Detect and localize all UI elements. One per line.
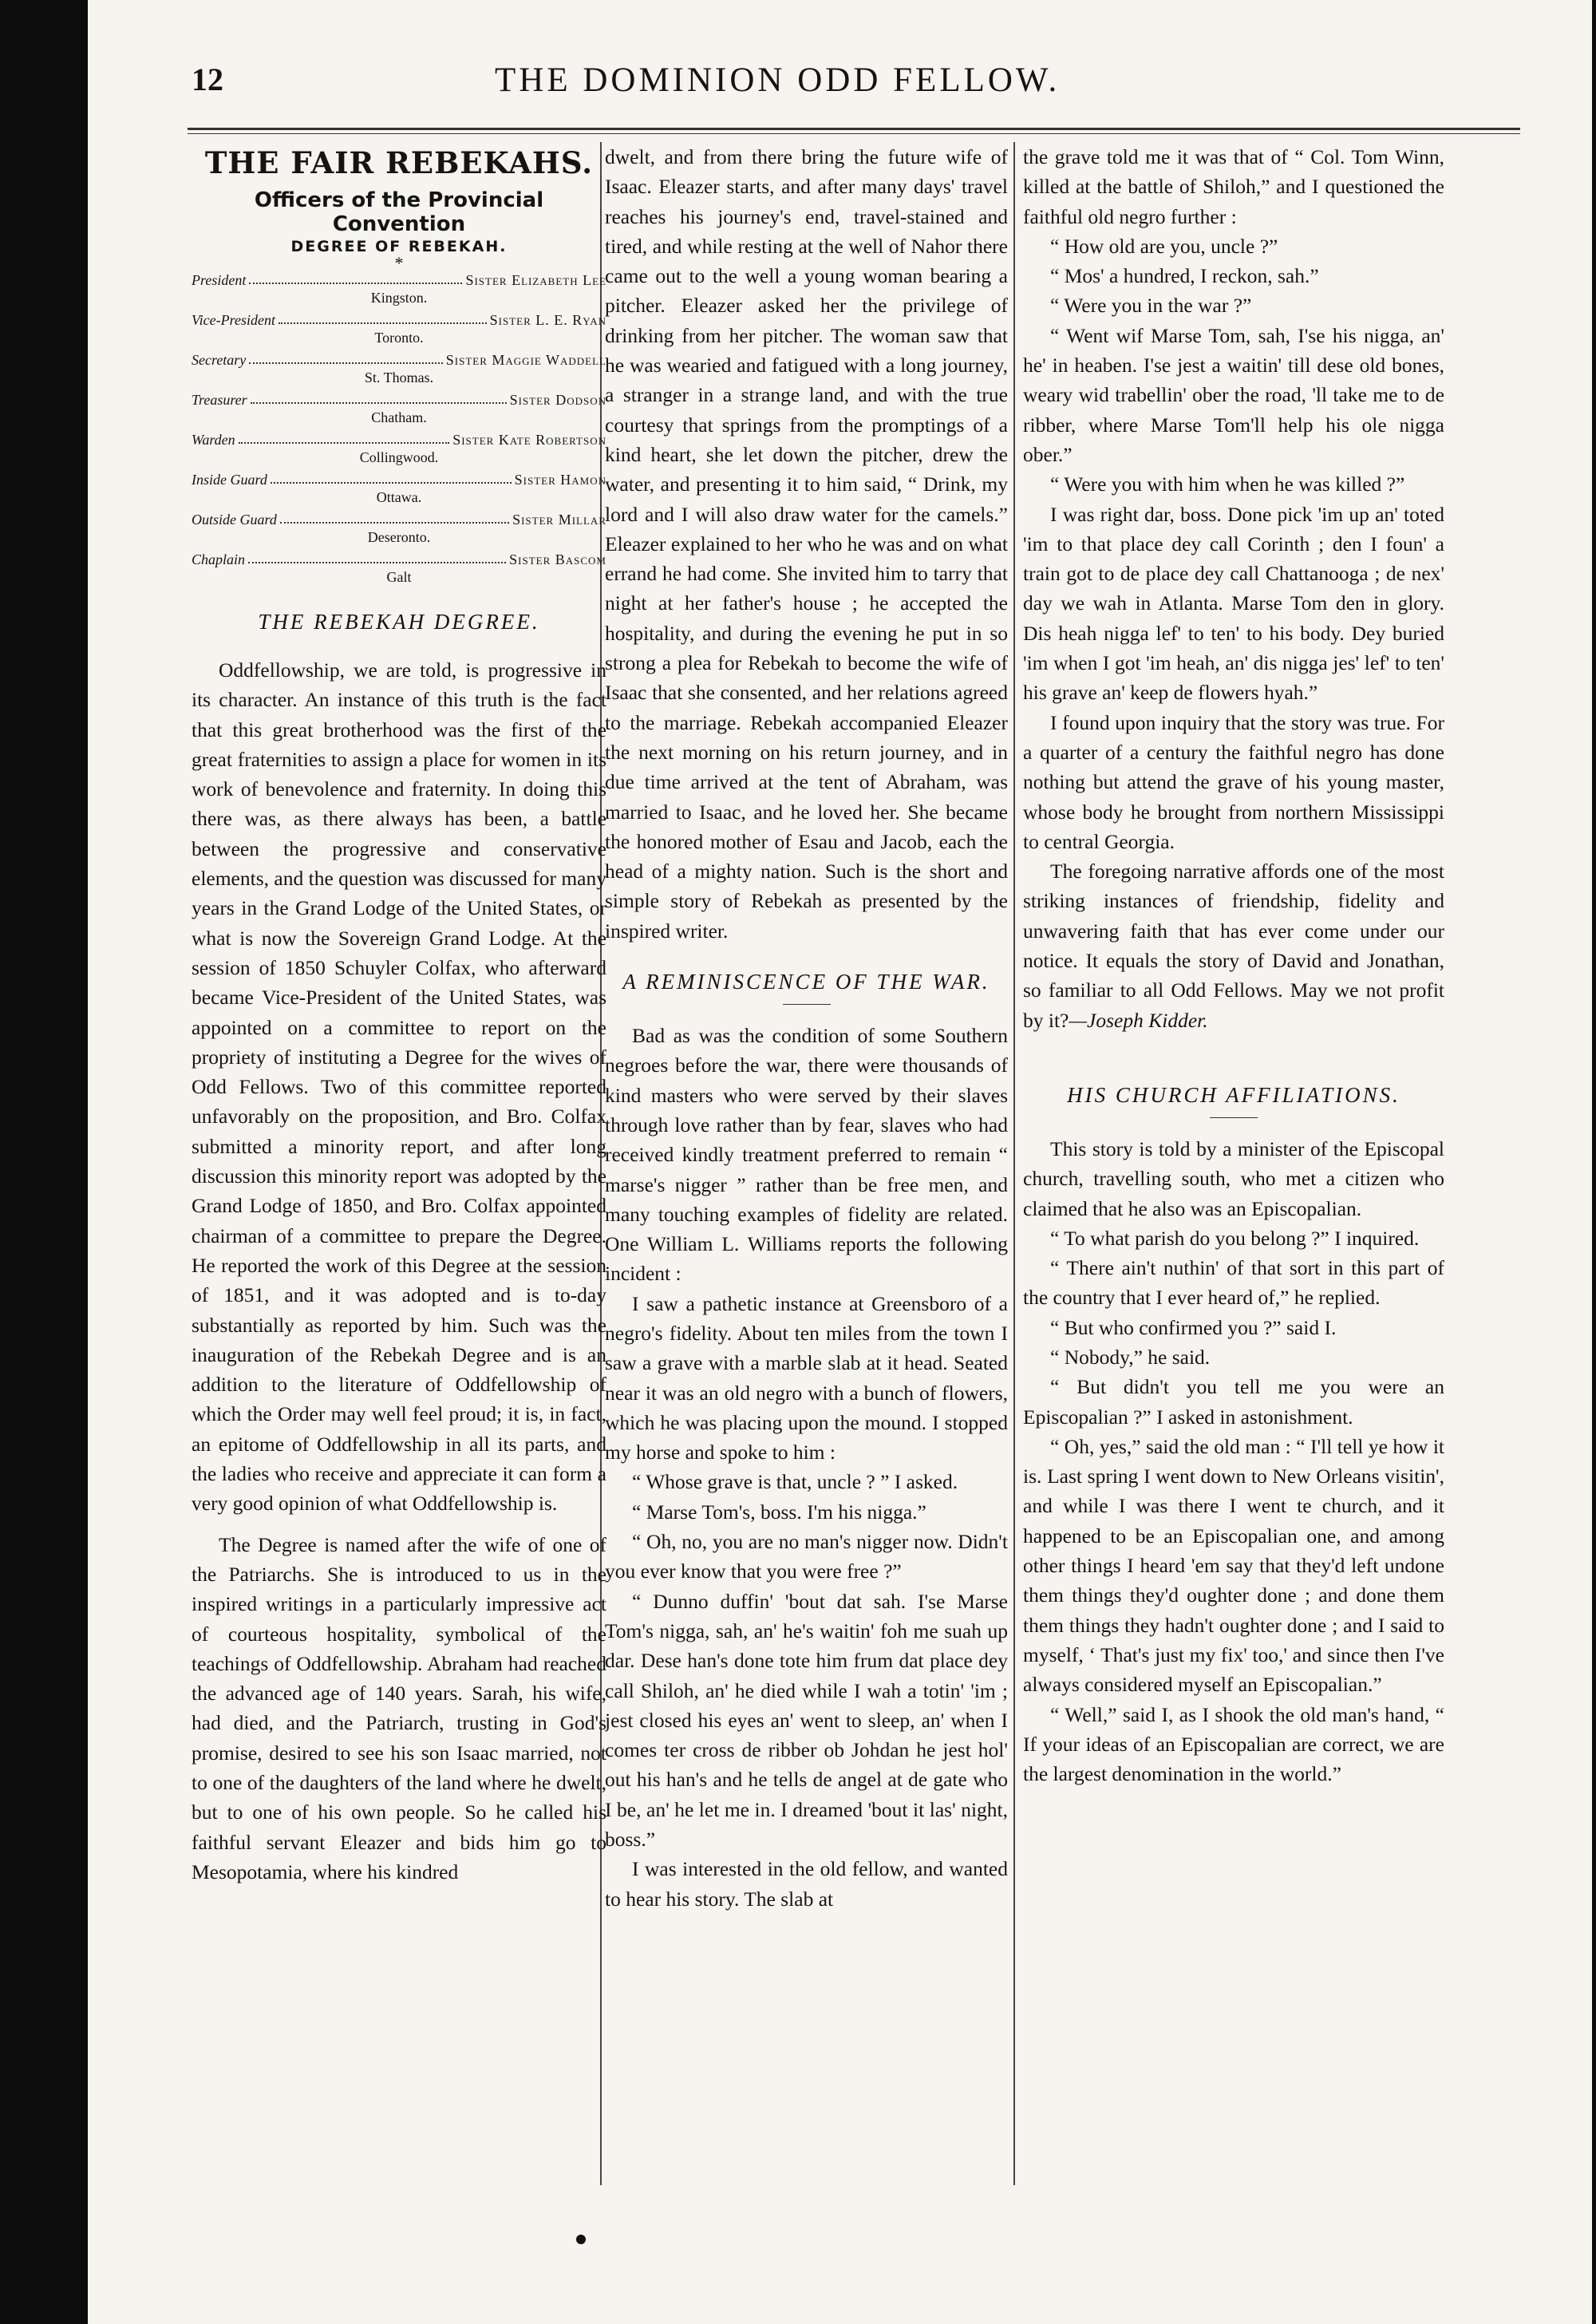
page-number: 12	[192, 61, 223, 97]
column-2	[605, 142, 1008, 2193]
newspaper-page	[88, 0, 1592, 2324]
closing-text: The foregoing narrative affords one of the most striking instances of friendship, fidelity and unwavering faith that has ever come under our notice. It equals the story of David and Jonathan, so familiar to all Odd Fellows. May we not profit by it?	[1023, 860, 1444, 1032]
header-rule-thin	[188, 133, 1520, 134]
article-paragraph: Oddfellowship, we are told, is progressive in its character. An instance of this truth is the fact that this great brotherhood was the first of the great fraternities to assign a place for women in its work of benevolence and fraternity. In doing this there was, as there always has been, a battle between the progressive and conservative elements, and the question was discussed for many years in the Grand Lodge of the United States, or what is now the Sovereign Grand Lodge. At the session of 1850 Schuyler Colfax, who afterward became Vice-President of the United States, was appointed on a committee to report on the propriety of instituting a Degree for the wives of Odd Fellows. Two of this committee reported unfavorably on the proposition, and Bro. Colfax submitted a minority report, and after long discussion this minority report was adopted by the Grand Lodge of 1850, and Bro. Colfax appointed chairman of a committee to prepare the Degree. He reported the work of this Degree at the session of 1851, and it was adopted and is to-day substantially as reported by him. Such was the inauguration of the Rebekah Degree and is an addition to the literature of Oddfellowship of which the Order may well feel proud; it is, in fact, an epitome of Oddfellowship in all its parts, and the ladies who receive and appreciate it can form a very good opinion of what Oddfellowship is.	[192, 658, 606, 1516]
section-title-church-affiliations: HIS CHURCH AFFILIATIONS.	[1067, 1082, 1400, 1107]
officer-city: Toronto.	[374, 330, 424, 346]
article-paragraph: “ Oh, no, you are no man's nigger now. Didn't you ever know that you were free ?”	[605, 1530, 1008, 1583]
article-paragraph: “ Whose grave is that, uncle ? ” I asked.	[632, 1470, 958, 1494]
article-paragraph: “ Oh, yes,” said the old man : “ I'll tell ye how it is. Last spring I went down to New Orleans visitin', and while I was there I went te church, and it happened to be an Episcopalian one, and among other things I heard 'em say that they'd left undone them things they'd oughter done ; and done them them things they hadn't oughter done ; and I said to myself, ‘ That's just my fix' too,' and since then I've always considered myself an Episcopalian.”	[1023, 1434, 1444, 1697]
article-paragraph: Bad as was the condition of some Southern negroes before the war, there were thousands of kind masters who were served by their slaves through love rather than by fear, slaves who had received kindly treatment preferred to remain “ marse's nigger ” rather than be free men, and many touching examples of fidelity are related. One William L. Williams reports the following incident :	[605, 1024, 1008, 1286]
degree-heading: DEGREE OF REBEKAH.	[290, 238, 508, 255]
article-paragraph: This story is told by a minister of the Episcopal church, travelling south, who met a citizen who claimed that he also was an Episcopalian.	[1023, 1136, 1444, 1220]
article-paragraph: “ How old are you, uncle ?”	[1050, 234, 1278, 258]
officer-city: Galt	[386, 569, 412, 585]
author-signature: —Joseph Kidder.	[1069, 1008, 1208, 1032]
article-paragraph: “ Well,” said I, as I shook the old man's hand, “ If your ideas of an Episcopalian are correct, we are the largest denomination in the world.”	[1023, 1702, 1444, 1786]
article-paragraph: “ But who confirmed you ?” said I.	[1050, 1315, 1337, 1339]
officer-city: Chatham.	[371, 409, 427, 425]
column-divider	[1013, 142, 1015, 2185]
officer-row: Chaplain Sister Bascom	[192, 551, 606, 567]
running-title: THE DOMINION ODD FELLOW.	[495, 61, 1061, 99]
article-paragraph: I saw a pathetic instance at Greensboro of a negro's fidelity. About ten miles from the town I saw a grave with a marble slab at it head. Seated near it was an old negro with a bunch of flowers, which he was placing upon the mound. I stopped my horse and spoke to him :	[605, 1291, 1008, 1464]
officer-city: Ottawa.	[376, 489, 422, 505]
officers-heading: Officers of the Provincial Convention	[254, 188, 544, 236]
officer-city: Kingston.	[370, 290, 428, 306]
page-header	[88, 0, 1592, 140]
section-title-reminiscence: A REMINISCENCE OF THE WAR.	[622, 970, 990, 994]
article-paragraph: “ Were you with him when he was killed ?”	[1050, 472, 1405, 496]
column-1	[192, 142, 606, 2193]
article-paragraph: the grave told me it was that of “ Col. Tom Winn, killed at the battle of Shiloh,” and I questioned the faithful old negro further :	[1023, 145, 1444, 228]
article-paragraph: “ Went wif Marse Tom, sah, I'se his nigga, an' he' in heaben. I'se jest a waitin' till dese old bones, weary wid trabellin' ober the road, 'll take me to de ribber, where Marse Tom'll help his ole nigga ober.”	[1023, 323, 1444, 466]
officer-city: Collingwood.	[359, 449, 439, 465]
title-underline	[1210, 1117, 1258, 1118]
officer-city: St. Thomas.	[364, 370, 434, 385]
section-title-fair-rebekahs: THE FAIR REBEKAHS.	[204, 145, 594, 180]
officer-row: Vice-President Sister L. E. Ryan	[192, 312, 606, 328]
article-paragraph: I was right dar, boss. Done pick 'im up an' toted 'im to that place dey call Corinth ; den I foun' a train got to de place dey call Chattanooga ; de nex' day we wah in Atlanta. Marse Tom den in glory. Dis heah nigga lef' to ten' to his body. Dey buried 'im when I got 'im heah, an' dis nigga jes' lef' to ten' his grave an' keep de flowers hyah.”	[1023, 502, 1444, 705]
article-paragraph: “ Dunno duffin' 'bout dat sah. I'se Marse Tom's nigga, sah, an' he's waitin' foh me suah up dar. Dese han's done tote him frum dat place dey call Shiloh, an' he died while I wah a totin' 'im ; jest closed his eyes an' went to sleep, an' when I comes ter cross de ribber ob Johdan he jest hol' out his han's and he tells de angel at de gate who I be, an' he let me in. I dreamed 'bout it las' night, boss.”	[605, 1589, 1008, 1852]
article-paragraph: “ There ain't nuthin' of that sort in this part of the country that I ever heard of,” he replied.	[1023, 1256, 1444, 1310]
officer-row: Warden Sister Kate Robertson	[192, 432, 606, 448]
officer-row: Outside Guard Sister Millar	[192, 512, 606, 528]
article-paragraph: The Degree is named after the wife of one of the Patriarchs. She is introduced to us in the inspired writings in a particularly impressive act of courteous hospitality, symbolical of the teachings of Oddfellowship. Abraham had reached the advanced age of 140 years. Sarah, his wife, had died, and the Patriarch, trusting in God's promise, desired to see his son Isaac married, not to one of the daughters of the land where he dwelt, but to one of his own people. So he called his faithful servant Eleazer and bids him go to Mesopotamia, where his kindred	[192, 1532, 606, 1883]
officer-row: President Sister Elizabeth Lee	[192, 272, 606, 288]
article-paragraph: “ Marse Tom's, boss. I'm his nigga.”	[632, 1500, 926, 1524]
star-ornament: *	[394, 253, 404, 273]
section-title-rebekah-degree: THE REBEKAH DEGREE.	[258, 610, 540, 634]
article-paragraph: I was interested in the old fellow, and wanted to hear his story. The slab at	[605, 1857, 1008, 1911]
officer-row: Inside Guard Sister Hamon	[192, 472, 606, 488]
article-paragraph: “ Nobody,” he said.	[1050, 1345, 1211, 1369]
article-paragraph: dwelt, and from there bring the future wife of Isaac. Eleazer starts, and after many days' travel reaches his journey's end, travel-stained and tired, and while resting at the well of Nahor there came out to the well a young woman bearing a pitcher. Eleazer asked her the privilege of drinking from her pitcher. The woman saw that he was wearied and fatigued with a long journey, a stranger in a strange land, and with the true courtesy that springs from the promptings of a kind heart, she let down the pitcher, drew the water, and presenting it to him said, “ Drink, my lord and I will also draw water for the camels.” Eleazer explained to her who he was and on what errand he had come. She invited him to tarry that night at her father's house ; he accepted the hospitality, and during the evening he put in so strong a plea for Rebekah to become the wife of Isaac that she consented, and her relations agreed to the marriage. Rebekah accompanied Eleazer the next morning on his return journey, and in due time arrived at the tent of Abraham, was married to Isaac, and he loved her. She became the honored mother of Esau and Jacob, each the head of a mighty nation. Such is the short and simple story of Rebekah as presented by the inspired writer.	[605, 145, 1008, 943]
ink-dot	[576, 2235, 586, 2244]
article-paragraph: “ To what parish do you belong ?” I inquired.	[1050, 1226, 1420, 1250]
header-rule	[188, 128, 1520, 130]
article-paragraph: I found upon inquiry that the story was true. For a quarter of a century the faithful negro has done nothing but attend the grave of his young master, whose body he brought from northern Mississippi to central Georgia.	[1023, 710, 1444, 853]
title-underline	[783, 1004, 831, 1005]
officer-row: Treasurer Sister Dodson	[192, 392, 606, 408]
article-paragraph: “ Were you in the war ?”	[1050, 294, 1252, 318]
article-paragraph	[1023, 856, 1444, 1035]
officer-city: Deseronto.	[367, 529, 431, 545]
officers-list	[192, 271, 606, 586]
article-paragraph: “ But didn't you tell me you were an Episcopalian ?” I asked in astonishment.	[1023, 1375, 1444, 1429]
officer-row: Secretary Sister Maggie Waddell	[192, 352, 606, 368]
article-paragraph: “ Mos' a hundred, I reckon, sah.”	[1050, 264, 1319, 288]
column-3	[1023, 142, 1444, 2193]
